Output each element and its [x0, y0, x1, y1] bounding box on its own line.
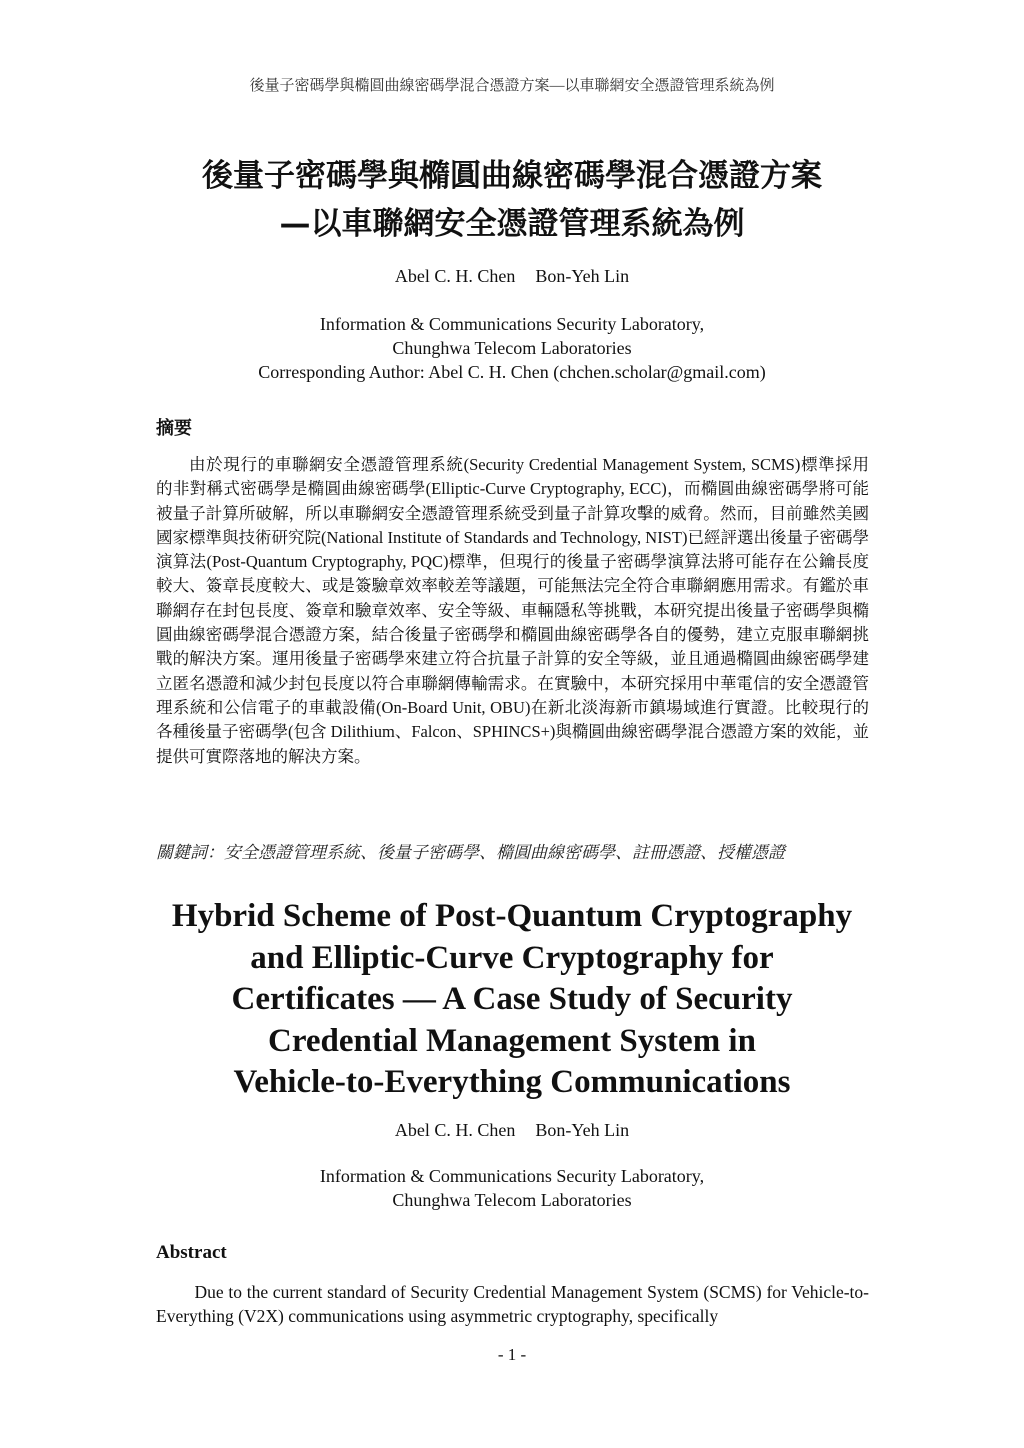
- en-abstract-heading: Abstract: [156, 1242, 227, 1263]
- zh-abstract-heading: 摘要: [156, 418, 192, 439]
- zh-abstract-paragraph: 由於現行的車聯網安全憑證管理系統(Security Credential Management System, SCMS)標準採用的非對稱式密碼學是橢圓曲線密碼學(Elliptic-Curve Cryptography, ECC)，而橢圓曲線密碼學將可能被量子計算所破解，所以車聯網安全憑證管理系統受到量子計算攻擊的威脅。然而，目前雖然美國國家標準與技術研究院(National Institute of Standards and Technology, NIST)已經評選出後量子密碼學演算法(Post-Quantum Cryptography, PQC)標準，但現行的後量子密碼學演算法將可能存在公鑰長度較大、簽章長度較大、或是簽驗章效率較差等議題，可能無法完全符合車聯網應用需求。有鑑於車聯網存在封包長度、簽章和驗章效率、安全等級、車輛隱私等挑戰，本研究提出後量子密碼學與橢圓曲線密碼學混合憑證方案，結合後量子密碼學和橢圓曲線密碼學各自的優勢，建立克服車聯網挑戰的解決方案。運用後量子密碼學來建立符合抗量子計算的安全等級，並且通過橢圓曲線密碼學建立匿名憑證和減少封包長度以符合車聯網傳輸需求。在實驗中，本研究採用中華電信的安全憑證管理系統和公信電子的車載設備(On-Board Unit, OBU)在新北淡海新市鎮場域進行實證。比較現行的各種後量子密碼學(包含 Dilithium、Falcon、SPHINCS+)與橢圓曲線密碼學混合憑證方案的效能，並提供可實際落地的解決方案。: [156, 455, 869, 766]
- en-title-line: Certificates — A Case Study of Security: [231, 981, 793, 1017]
- zh-affiliation: [0, 312, 1024, 384]
- en-title-line: Hybrid Scheme of Post-Quantum Cryptography: [171, 898, 853, 934]
- zh-authors: [0, 266, 1024, 287]
- running-header: 後量子密碼學與橢圓曲線密碼學混合憑證方案—以車聯網安全憑證管理系統為例: [249, 78, 775, 94]
- en-abstract-body: [156, 1280, 869, 1328]
- zh-keywords: 關鍵詞：安全憑證管理系統、後量子密碼學、橢圓曲線密碼學、註冊憑證、授權憑證: [156, 843, 785, 862]
- en-title-line: and Elliptic-Curve Cryptography for: [250, 939, 774, 976]
- author-name: Bon-Yeh Lin: [535, 1120, 630, 1140]
- affiliation-line: Information & Communications Security Laboratory,: [319, 314, 705, 334]
- affiliation-line: Chunghwa Telecom Laboratories: [392, 1190, 632, 1210]
- en-title-line: Credential Management System in: [268, 1022, 756, 1059]
- corresponding-author: Corresponding Author: Abel C. H. Chen (chchen.scholar@gmail.com): [258, 362, 766, 382]
- author-name: Abel C. H. Chen: [394, 1120, 516, 1140]
- zh-title-line: —以車聯網安全憑證管理系統為例: [279, 206, 745, 242]
- en-authors: [0, 1120, 1024, 1141]
- en-title: [120, 896, 904, 1104]
- author-name: Bon-Yeh Lin: [535, 266, 630, 286]
- affiliation-line: Information & Communications Security Laboratory,: [319, 1166, 705, 1186]
- en-abstract-paragraph: Due to the current standard of Security Credential Management System (SCMS) for Vehicle-to-Everything (V2X) communications using asymmetric cryptography, specifically: [156, 1282, 869, 1326]
- zh-title: [100, 152, 924, 248]
- author-name: Abel C. H. Chen: [394, 266, 516, 286]
- affiliation-line: Chunghwa Telecom Laboratories: [392, 338, 632, 358]
- page-number: - 1 -: [497, 1345, 527, 1364]
- en-title-line: Vehicle-to-Everything Communications: [233, 1064, 791, 1100]
- en-affiliation: [0, 1164, 1024, 1212]
- zh-abstract-body: [156, 453, 869, 769]
- zh-title-line: 後量子密碼學與橢圓曲線密碼學混合憑證方案: [202, 158, 822, 194]
